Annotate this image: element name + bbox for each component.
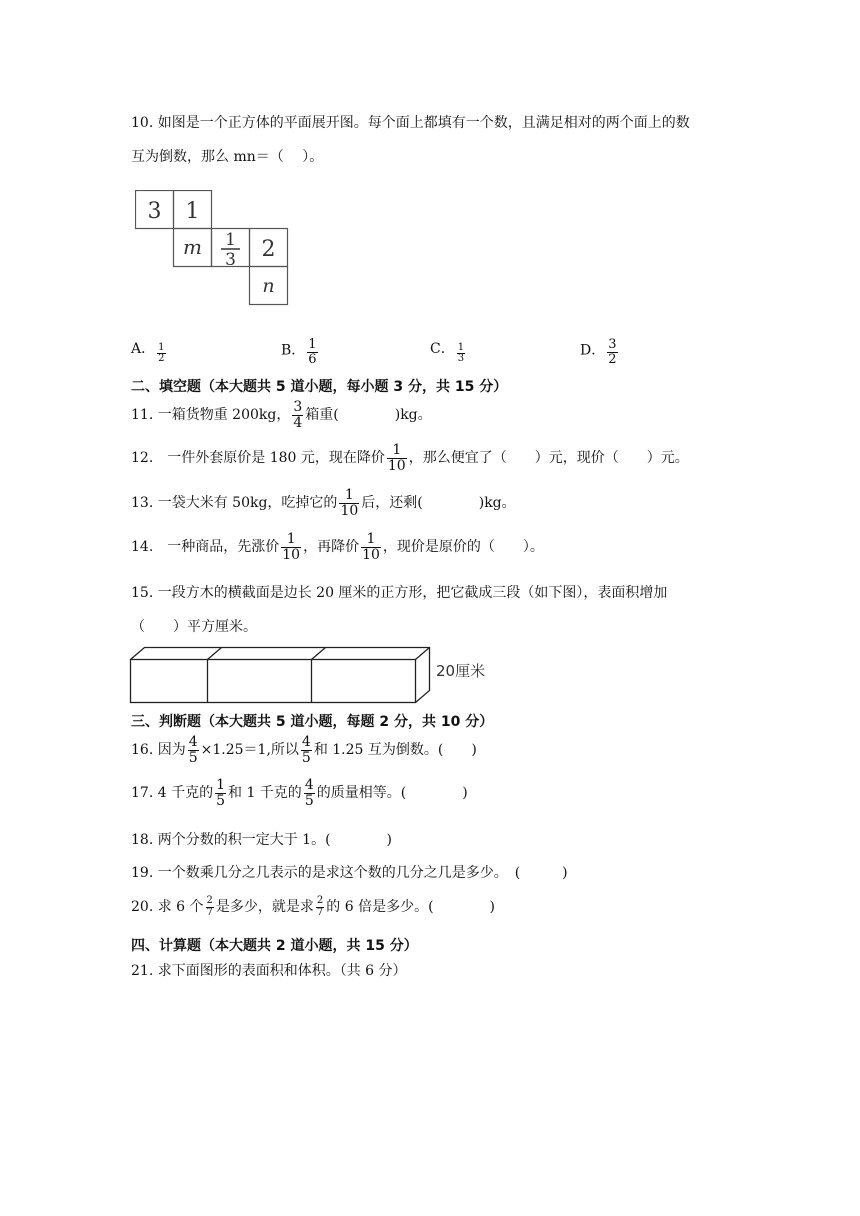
q10-option-c: C． $\frac{1}{3}$	[430, 341, 465, 364]
q15-line1: 15. 一段方木的横截面是边长 20 厘米的正方形，把它截成三段（如下图），表面积增加	[131, 585, 668, 601]
net-cell-2: 2	[261, 237, 276, 262]
q10-option-a: A． $\frac{1}{2}$	[131, 341, 165, 364]
net-cell-m: m	[183, 235, 202, 259]
q20: 20. 求 6 个 $\frac{2}{7}$ 是多少，就是求 $\frac{2}{7}$ 的 6 倍是多少。( )	[131, 895, 496, 918]
q13: 13. 一袋大米有 50kg，吃掉它的 $\frac{1}{10}$ 后，还剩( )kg。	[131, 487, 516, 519]
net-cell-1: 1	[185, 199, 200, 224]
net-cell-3: 3	[147, 199, 162, 224]
q12: 12. 一件外套原价是 180 元，现在降价 $\frac{1}{10}$ ，那么便宜了（ ）元，现价（ ）元。	[131, 442, 689, 474]
section-4-heading: 四、计算题（本大题共 2 道小题，共 15 分）	[131, 938, 418, 954]
q10-option-d: D． $\frac{3}{2}$	[580, 337, 617, 367]
q15-line2: （ ）平方厘米。	[131, 619, 257, 635]
q19: 19. 一个数乘几分之几表示的是求这个数的几分之几是多少。 ( )	[131, 865, 568, 881]
section-2-heading: 二、填空题（本大题共 5 道小题，每小题 3 分，共 15 分）	[131, 379, 508, 395]
q11: 11. 一箱货物重 200kg， $\frac{3}{4}$ 箱重( )kg。	[131, 399, 432, 431]
q18: 18. 两个分数的积一定大于 1。( )	[131, 832, 392, 848]
q16: 16. 因为 $\frac{4}{5}$ ×1.25＝1,所以 $\frac{4}{5}$ 和 1.25 互为倒数。( )	[131, 734, 477, 766]
wood-block-diagram	[128, 645, 488, 707]
net-cell-n: n	[262, 275, 275, 297]
q10-option-b: B． $\frac{1}{6}$	[281, 337, 317, 367]
cube-net-diagram	[135, 190, 295, 310]
q10-line1: 10. 如图是一个正方体的平面展开图。每个面上都填有一个数，且满足相对的两个面上的数	[131, 115, 690, 131]
q14: 14. 一种商品，先涨价 $\frac{1}{10}$ ，再降价 $\frac{1}{10}$ ，现价是原价的（ ）。	[131, 531, 544, 563]
net-cell-frac-den: 3	[225, 250, 236, 270]
section-3-heading: 三、判断题（本大题共 5 道小题，每题 2 分，共 10 分）	[131, 714, 494, 730]
q10-line2: 互为倒数，那么 mn＝（ ）。	[131, 149, 324, 165]
net-cell-frac-num: 1	[225, 230, 236, 250]
block-side-label: 20厘米	[436, 662, 486, 680]
q17: 17. 4 千克的 $\frac{1}{5}$ 和 1 千克的 $\frac{4}{5}$ 的质量相等。( )	[131, 777, 468, 809]
q21: 21. 求下面图形的表面积和体积。（共 6 分）	[131, 963, 407, 979]
